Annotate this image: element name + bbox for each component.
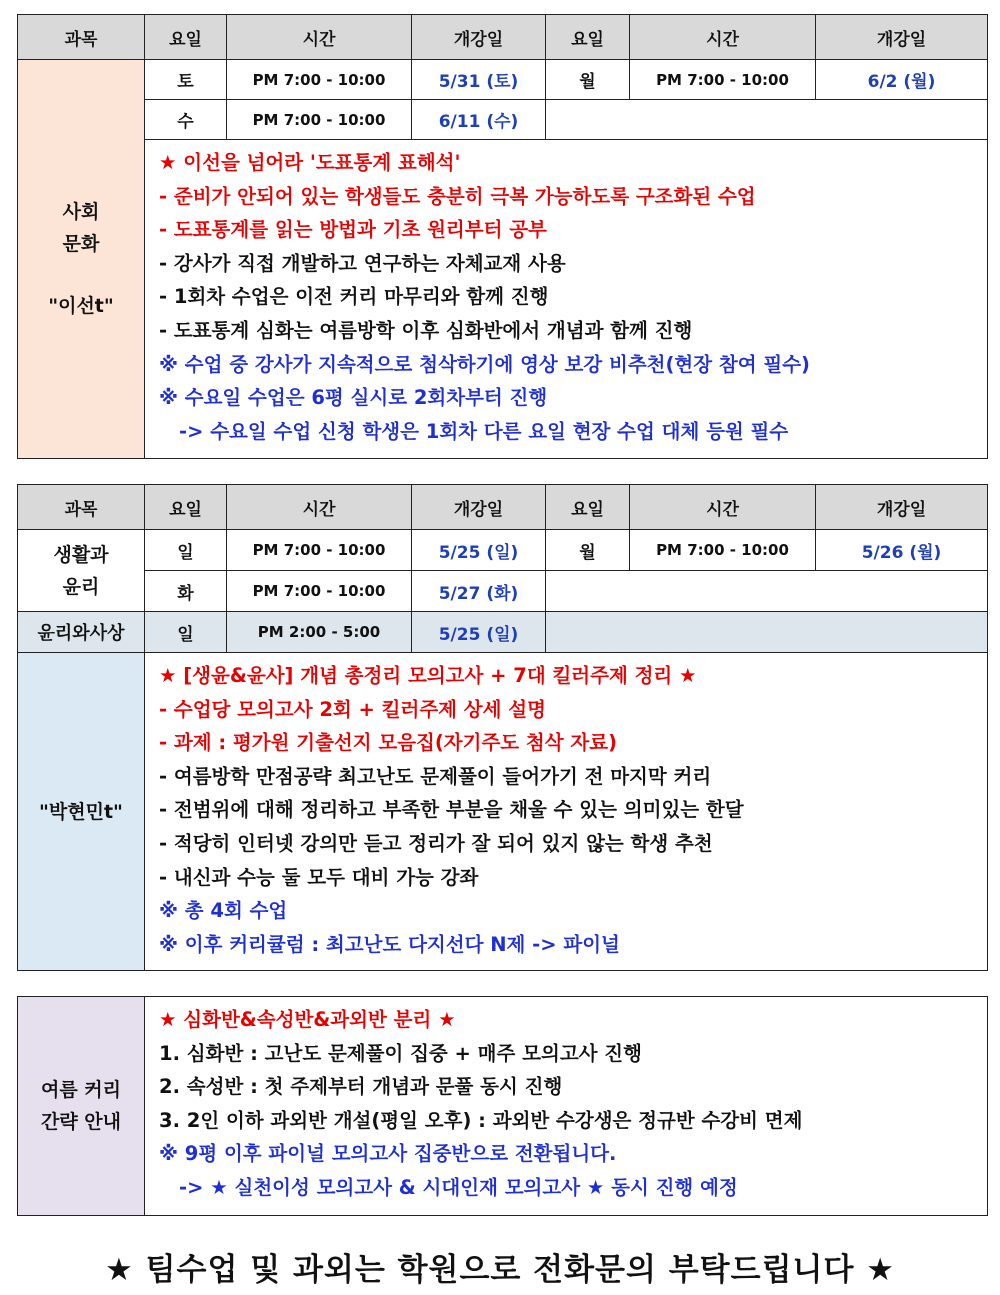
- header-start: 개강일: [816, 485, 988, 530]
- day-cell: 월: [546, 60, 630, 100]
- header-time: 시간: [630, 15, 816, 60]
- schedule-row: [18, 612, 988, 653]
- header-time: 시간: [630, 485, 816, 530]
- header-time: 시간: [227, 485, 412, 530]
- time-cell: PM 7:00 - 10:00: [630, 60, 816, 100]
- curriculum-row: [18, 997, 988, 1216]
- date-cell: 6/2 (월): [816, 60, 988, 100]
- desc-line: - 과제 : 평가원 기출선지 모음집(자기주도 첨삭 자료): [159, 731, 617, 755]
- desc-line: ※ 총 4회 수업: [159, 899, 288, 923]
- header-start: 개강일: [412, 485, 546, 530]
- desc-line: ※ 수요일 수업은 6평 실시로 2회차부터 진행: [159, 386, 548, 410]
- teacher-cell: "박현민t": [18, 653, 145, 971]
- schedule-table-ethics: [17, 484, 988, 971]
- time-cell: PM 7:00 - 10:00: [227, 530, 412, 571]
- empty-cell: [546, 612, 988, 653]
- empty-cell: [546, 100, 988, 140]
- date-cell: 5/31 (토): [412, 60, 546, 100]
- desc-line: 2. 속성반 : 첫 주제부터 개념과 문풀 동시 진행: [159, 1075, 563, 1099]
- desc-line: - 도표통계 심화는 여름방학 이후 심화반에서 개념과 함께 진행: [159, 318, 693, 342]
- subject-name: 사회: [62, 201, 100, 223]
- subject-name: 생활과: [53, 543, 109, 566]
- desc-line: - 준비가 안되어 있는 학생들도 충분히 극복 가능하도록 구조화된 수업: [159, 184, 756, 208]
- desc-line: ★ 심화반&속성반&과외반 분리 ★: [159, 1008, 456, 1031]
- teacher-name: "이선t": [48, 295, 114, 317]
- header-start: 개강일: [816, 15, 988, 60]
- desc-line: ★ [생윤&윤사] 개념 총정리 모의고사 + 7대 킬러주제 정리 ★: [159, 664, 697, 687]
- summer-curriculum-table: [17, 996, 988, 1216]
- day-cell: 월: [546, 530, 630, 571]
- description-cell: [145, 997, 988, 1216]
- description-cell: [145, 653, 988, 971]
- header-time: 시간: [227, 15, 412, 60]
- empty-cell: [546, 571, 988, 612]
- desc-line: ※ 수업 중 강사가 지속적으로 첨삭하기에 영상 보강 비추천(현장 참여 필수): [159, 352, 810, 376]
- day-cell: 화: [145, 571, 227, 612]
- description-row: [18, 653, 988, 971]
- day-cell: 수: [145, 100, 227, 140]
- schedule-row: [18, 530, 988, 571]
- schedule-row: [18, 100, 988, 140]
- desc-line: - 수업당 모의고사 2회 + 킬러주제 상세 설명: [159, 697, 546, 721]
- time-cell: PM 7:00 - 10:00: [630, 530, 816, 571]
- day-cell: 일: [145, 612, 227, 653]
- header-day: 요일: [546, 485, 630, 530]
- desc-line: - 강사가 직접 개발하고 연구하는 자체교재 사용: [159, 251, 566, 275]
- desc-line: - 적당히 인터넷 강의만 듣고 정리가 잘 되어 있지 않는 학생 추천: [159, 831, 713, 855]
- desc-line: ※ 9평 이후 파이널 모의고사 집중반으로 전환됩니다.: [159, 1142, 617, 1166]
- date-cell: 5/25 (일): [412, 530, 546, 571]
- curriculum-label: 간략 안내: [40, 1111, 122, 1133]
- footer-notice: ★ 팀수업 및 과외는 학원으로 전화문의 부탁드립니다 ★: [105, 1252, 895, 1288]
- desc-line: - 여름방학 만점공략 최고난도 문제풀이 들어가기 전 마지막 커리: [159, 764, 712, 788]
- desc-line: -> ★ 실천이성 모의고사 & 시대인재 모의고사 ★ 동시 진행 예정: [179, 1175, 738, 1199]
- desc-line: - 1회차 수업은 이전 커리 마무리와 함께 진행: [159, 285, 549, 309]
- header-row: [18, 485, 988, 530]
- desc-line: - 전범위에 대해 정리하고 부족한 부분을 채울 수 있는 의미있는 한달: [159, 798, 744, 822]
- time-cell: PM 7:00 - 10:00: [227, 571, 412, 612]
- day-cell: 일: [145, 530, 227, 571]
- date-cell: 5/26 (월): [816, 530, 988, 571]
- description-row: [18, 140, 988, 459]
- time-cell: PM 7:00 - 10:00: [227, 60, 412, 100]
- subject-name: 문화: [62, 233, 100, 255]
- desc-line: - 내신과 수능 둘 모두 대비 가능 강좌: [159, 865, 479, 889]
- curriculum-label: 여름 커리: [40, 1079, 122, 1101]
- header-row: [18, 15, 988, 60]
- desc-line: -> 수요일 수업 신청 학생은 1회차 다른 요일 현장 수업 대체 등원 필수: [179, 419, 789, 443]
- date-cell: 5/25 (일): [412, 612, 546, 653]
- date-cell: 6/11 (수): [412, 100, 546, 140]
- time-cell: PM 2:00 - 5:00: [227, 612, 412, 653]
- schedule-row: [18, 60, 988, 100]
- header-day: 요일: [546, 15, 630, 60]
- header-day: 요일: [145, 485, 227, 530]
- schedule-table-social-culture: [17, 14, 988, 459]
- subject-cell: 윤리와사상: [18, 612, 145, 653]
- header-start: 개강일: [412, 15, 546, 60]
- desc-line: ★ 이선을 넘어라 '도표통계 표해석': [159, 151, 461, 174]
- header-subject: 과목: [18, 15, 145, 60]
- time-cell: PM 7:00 - 10:00: [227, 100, 412, 140]
- curriculum-label-cell: [18, 997, 145, 1216]
- header-day: 요일: [145, 15, 227, 60]
- schedule-row: [18, 571, 988, 612]
- desc-line: ※ 이후 커리큘럼 : 최고난도 다지선다 N제 -> 파이널: [159, 932, 620, 956]
- subject-cell: [18, 60, 145, 459]
- desc-line: 3. 2인 이하 과외반 개설(평일 오후) : 과외반 수강생은 정규반 수강비 면제: [159, 1108, 803, 1132]
- subject-cell: [18, 530, 145, 612]
- description-cell: [145, 140, 988, 459]
- header-subject: 과목: [18, 485, 145, 530]
- date-cell: 5/27 (화): [412, 571, 546, 612]
- desc-line: - 도표통계를 읽는 방법과 기초 원리부터 공부: [159, 218, 547, 242]
- day-cell: 토: [145, 60, 227, 100]
- subject-name: 윤리: [62, 575, 100, 598]
- desc-line: 1. 심화반 : 고난도 문제풀이 집중 + 매주 모의고사 진행: [159, 1041, 642, 1065]
